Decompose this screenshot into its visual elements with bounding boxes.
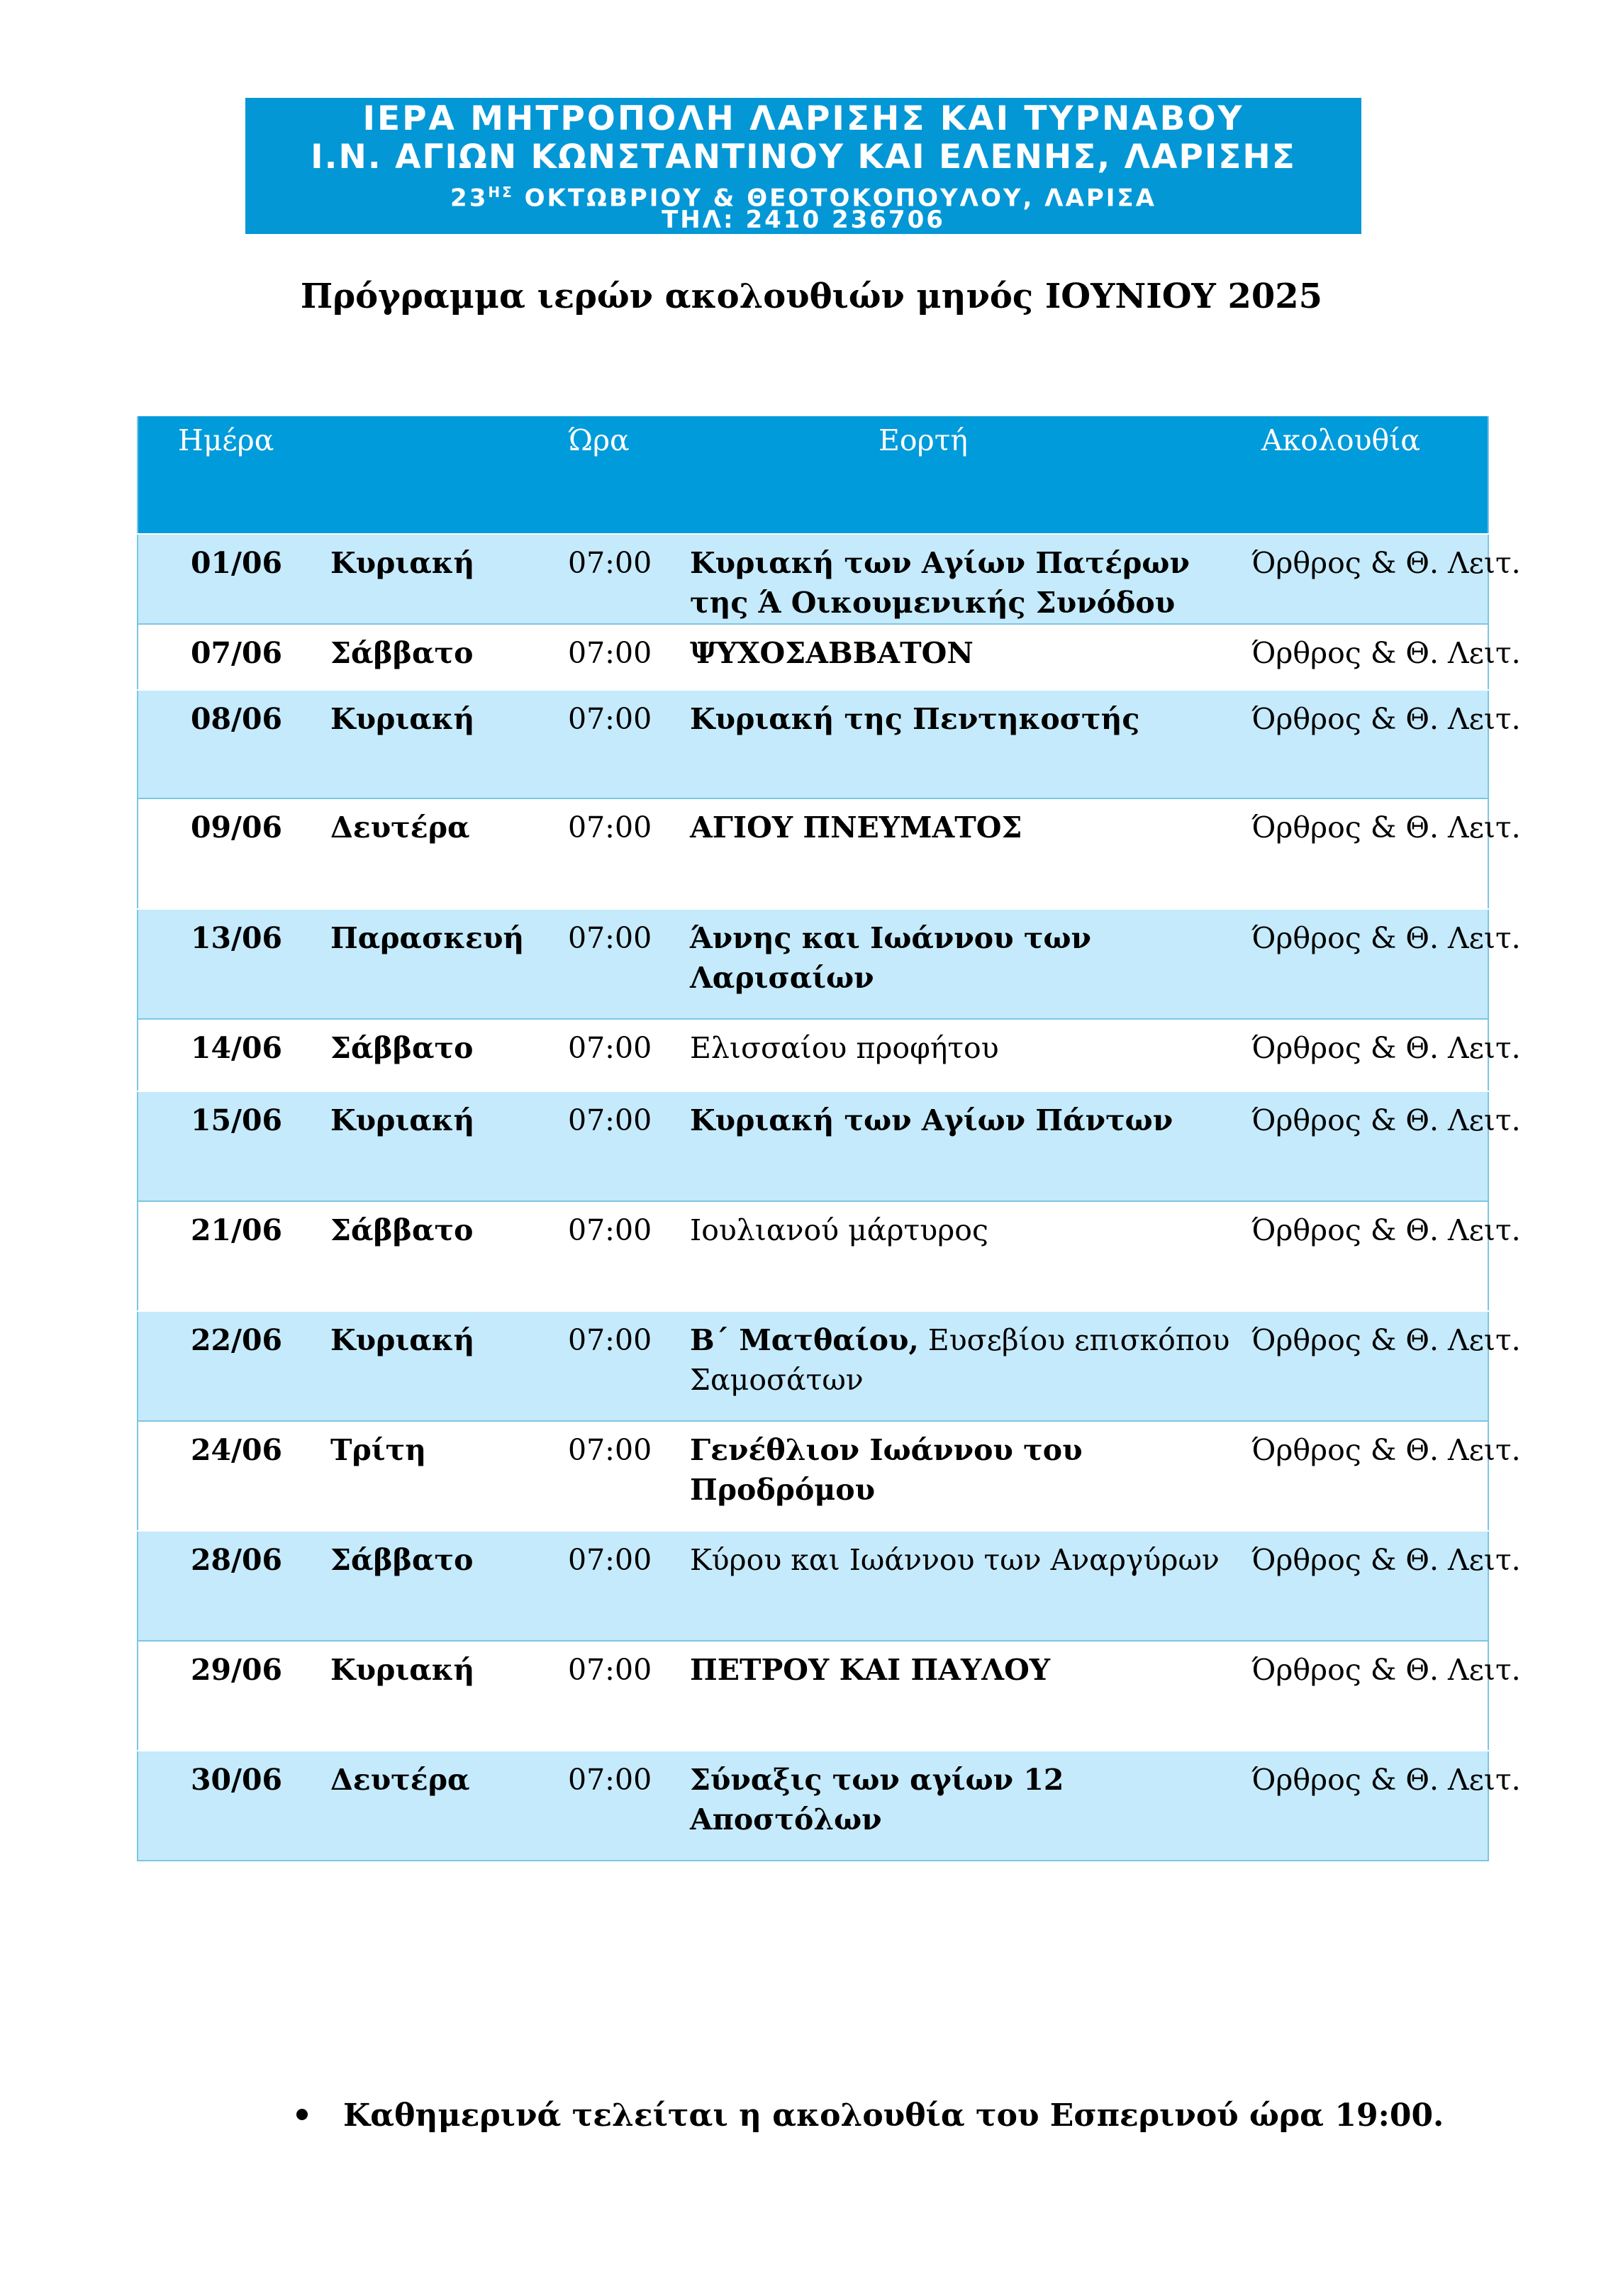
row-feast <box>681 798 1243 909</box>
row-time: 07:00 <box>564 798 681 909</box>
row-service: Όρθρος & Θ. Λειτ. <box>1243 1531 1488 1641</box>
row-date: 09/06 <box>138 798 326 909</box>
row-date: 01/06 <box>138 534 326 624</box>
feast-bold-text: Β΄ Ματθαίου, <box>690 1323 919 1357</box>
row-day: Κυριακή <box>326 534 564 624</box>
row-day: Κυριακή <box>326 1641 564 1751</box>
header-banner <box>245 98 1361 234</box>
row-service: Όρθρος & Θ. Λειτ. <box>1243 690 1488 798</box>
row-day: Κυριακή <box>326 690 564 798</box>
row-time: 07:00 <box>564 1641 681 1751</box>
row-service: Όρθρος & Θ. Λειτ. <box>1243 534 1488 624</box>
row-service: Όρθρος & Θ. Λειτ. <box>1243 624 1488 690</box>
header-line-3-address: ΟΚΤΩΒΡΙΟΥ & ΘΕΟΤΟΚΟΠΟΥΛΟΥ, ΛΑΡΙΣΑ <box>513 184 1156 213</box>
row-time: 07:00 <box>564 909 681 1019</box>
feast-bold-text: Άννης και Ιωάννου των Λαρισαίων <box>690 921 1091 995</box>
column-header-day: Ημέρα <box>138 416 564 534</box>
row-time: 07:00 <box>564 624 681 690</box>
row-time: 07:00 <box>564 1201 681 1311</box>
row-day: Κυριακή <box>326 1311 564 1421</box>
table-row <box>138 690 1488 798</box>
row-service: Όρθρος & Θ. Λειτ. <box>1243 1751 1488 1861</box>
table-row <box>138 1751 1488 1861</box>
table-row <box>138 1311 1488 1421</box>
bullet-icon <box>296 2109 308 2120</box>
table-row <box>138 1641 1488 1751</box>
table-row <box>138 624 1488 690</box>
row-day: Παρασκευή <box>326 909 564 1019</box>
row-date: 14/06 <box>138 1019 326 1091</box>
row-date: 22/06 <box>138 1311 326 1421</box>
row-date: 29/06 <box>138 1641 326 1751</box>
row-time: 07:00 <box>564 1531 681 1641</box>
feast-bold-text: ΨΥΧΟΣΑΒΒΑΤΟΝ <box>690 636 974 670</box>
row-date: 30/06 <box>138 1751 326 1861</box>
row-date: 08/06 <box>138 690 326 798</box>
row-service: Όρθρος & Θ. Λειτ. <box>1243 1311 1488 1421</box>
column-header-feast: Εορτή <box>681 416 1243 534</box>
column-header-time: Ώρα <box>564 416 681 534</box>
row-time: 07:00 <box>564 534 681 624</box>
row-day: Κυριακή <box>326 1091 564 1201</box>
feast-text: Κύρου και Ιωάννου των Αναργύρων <box>690 1543 1220 1577</box>
feast-bold-text: Γενέθλιον Ιωάννου του Προδρόμου <box>690 1433 1083 1507</box>
feast-bold-text: ΠΕΤΡΟΥ ΚΑΙ ΠΑΥΛΟΥ <box>690 1653 1051 1687</box>
row-date: 13/06 <box>138 909 326 1019</box>
vespers-note: Καθημερινά τελείται η ακολουθία του Εσπερινού ώρα 19:00. <box>343 2097 1444 2134</box>
table-header-row <box>138 416 1488 534</box>
table-row <box>138 1421 1488 1531</box>
row-feast <box>681 624 1243 690</box>
row-time: 07:00 <box>564 1751 681 1861</box>
row-time: 07:00 <box>564 1019 681 1091</box>
row-day: Τρίτη <box>326 1421 564 1531</box>
row-time: 07:00 <box>564 1091 681 1201</box>
table-row <box>138 534 1488 624</box>
feast-bold-text: Κυριακή των Αγίων Πατέρων της Ά Οικουμενικής Συνόδου <box>690 546 1190 620</box>
table-row <box>138 1019 1488 1091</box>
row-feast <box>681 1531 1243 1641</box>
feast-bold-text: Κυριακή της Πεντηκοστής <box>690 702 1140 736</box>
row-service: Όρθρος & Θ. Λειτ. <box>1243 798 1488 909</box>
feast-bold-text: Κυριακή των Αγίων Πάντων <box>690 1103 1173 1137</box>
page-title: Πρόγραμμα ιερών ακολουθιών μηνός ΙΟΥΝΙΟΥ 2025 <box>300 277 1323 316</box>
row-date: 28/06 <box>138 1531 326 1641</box>
header-line-4-phone: ΤΗΛ: 2410 236706 <box>662 206 945 234</box>
row-feast <box>681 534 1243 624</box>
feast-bold-text: Σύναξις των αγίων 12 Αποστόλων <box>690 1763 1064 1837</box>
row-service: Όρθρος & Θ. Λειτ. <box>1243 1201 1488 1311</box>
table-row <box>138 1531 1488 1641</box>
row-service: Όρθρος & Θ. Λειτ. <box>1243 1091 1488 1201</box>
row-day: Σάββατο <box>326 624 564 690</box>
row-date: 24/06 <box>138 1421 326 1531</box>
table-row <box>138 798 1488 909</box>
feast-bold-text: ΑΓΙΟΥ ΠΝΕΥΜΑΤΟΣ <box>690 810 1022 845</box>
row-service: Όρθρος & Θ. Λειτ. <box>1243 909 1488 1019</box>
feast-text: Ευσεβίου επισκόπου Σαμοσάτων <box>690 1323 1230 1397</box>
row-feast <box>681 1311 1243 1421</box>
row-day: Δευτέρα <box>326 1751 564 1861</box>
row-service: Όρθρος & Θ. Λειτ. <box>1243 1421 1488 1531</box>
schedule-rows <box>138 534 1521 1861</box>
column-header-service: Ακολουθία <box>1243 416 1488 534</box>
row-feast <box>681 1751 1243 1861</box>
header-line-2: Ι.Ν. ΑΓΙΩΝ ΚΩΝΣΤΑΝΤΙΝΟΥ ΚΑΙ ΕΛΕΝΗΣ, ΛΑΡΙΣΗΣ <box>311 138 1296 177</box>
row-day: Σάββατο <box>326 1201 564 1311</box>
row-feast <box>681 909 1243 1019</box>
row-time: 07:00 <box>564 1311 681 1421</box>
row-service: Όρθρος & Θ. Λειτ. <box>1243 1019 1488 1091</box>
row-feast <box>681 1201 1243 1311</box>
row-day: Δευτέρα <box>326 798 564 909</box>
row-date: 21/06 <box>138 1201 326 1311</box>
row-time: 07:00 <box>564 690 681 798</box>
schedule-table <box>137 416 1521 1861</box>
header-line-1: ΙΕΡΑ ΜΗΤΡΟΠΟΛΗ ΛΑΡΙΣΗΣ ΚΑΙ ΤΥΡΝΑΒΟΥ <box>362 99 1244 138</box>
table-row <box>138 909 1488 1019</box>
row-service: Όρθρος & Θ. Λειτ. <box>1243 1641 1488 1751</box>
feast-text: Ιουλιανού μάρτυρος <box>690 1213 988 1247</box>
row-feast <box>681 1091 1243 1201</box>
row-feast <box>681 1019 1243 1091</box>
table-row <box>138 1201 1488 1311</box>
row-feast <box>681 1421 1243 1531</box>
table-row <box>138 1091 1488 1201</box>
row-date: 07/06 <box>138 624 326 690</box>
header-line-3-suffix: ΗΣ <box>488 184 514 201</box>
row-day: Σάββατο <box>326 1531 564 1641</box>
header-line-3-number: 23 <box>450 184 489 213</box>
row-time: 07:00 <box>564 1421 681 1531</box>
row-day: Σάββατο <box>326 1019 564 1091</box>
feast-text: Ελισσαίου προφήτου <box>690 1031 999 1065</box>
row-feast <box>681 690 1243 798</box>
row-feast <box>681 1641 1243 1751</box>
row-date: 15/06 <box>138 1091 326 1201</box>
